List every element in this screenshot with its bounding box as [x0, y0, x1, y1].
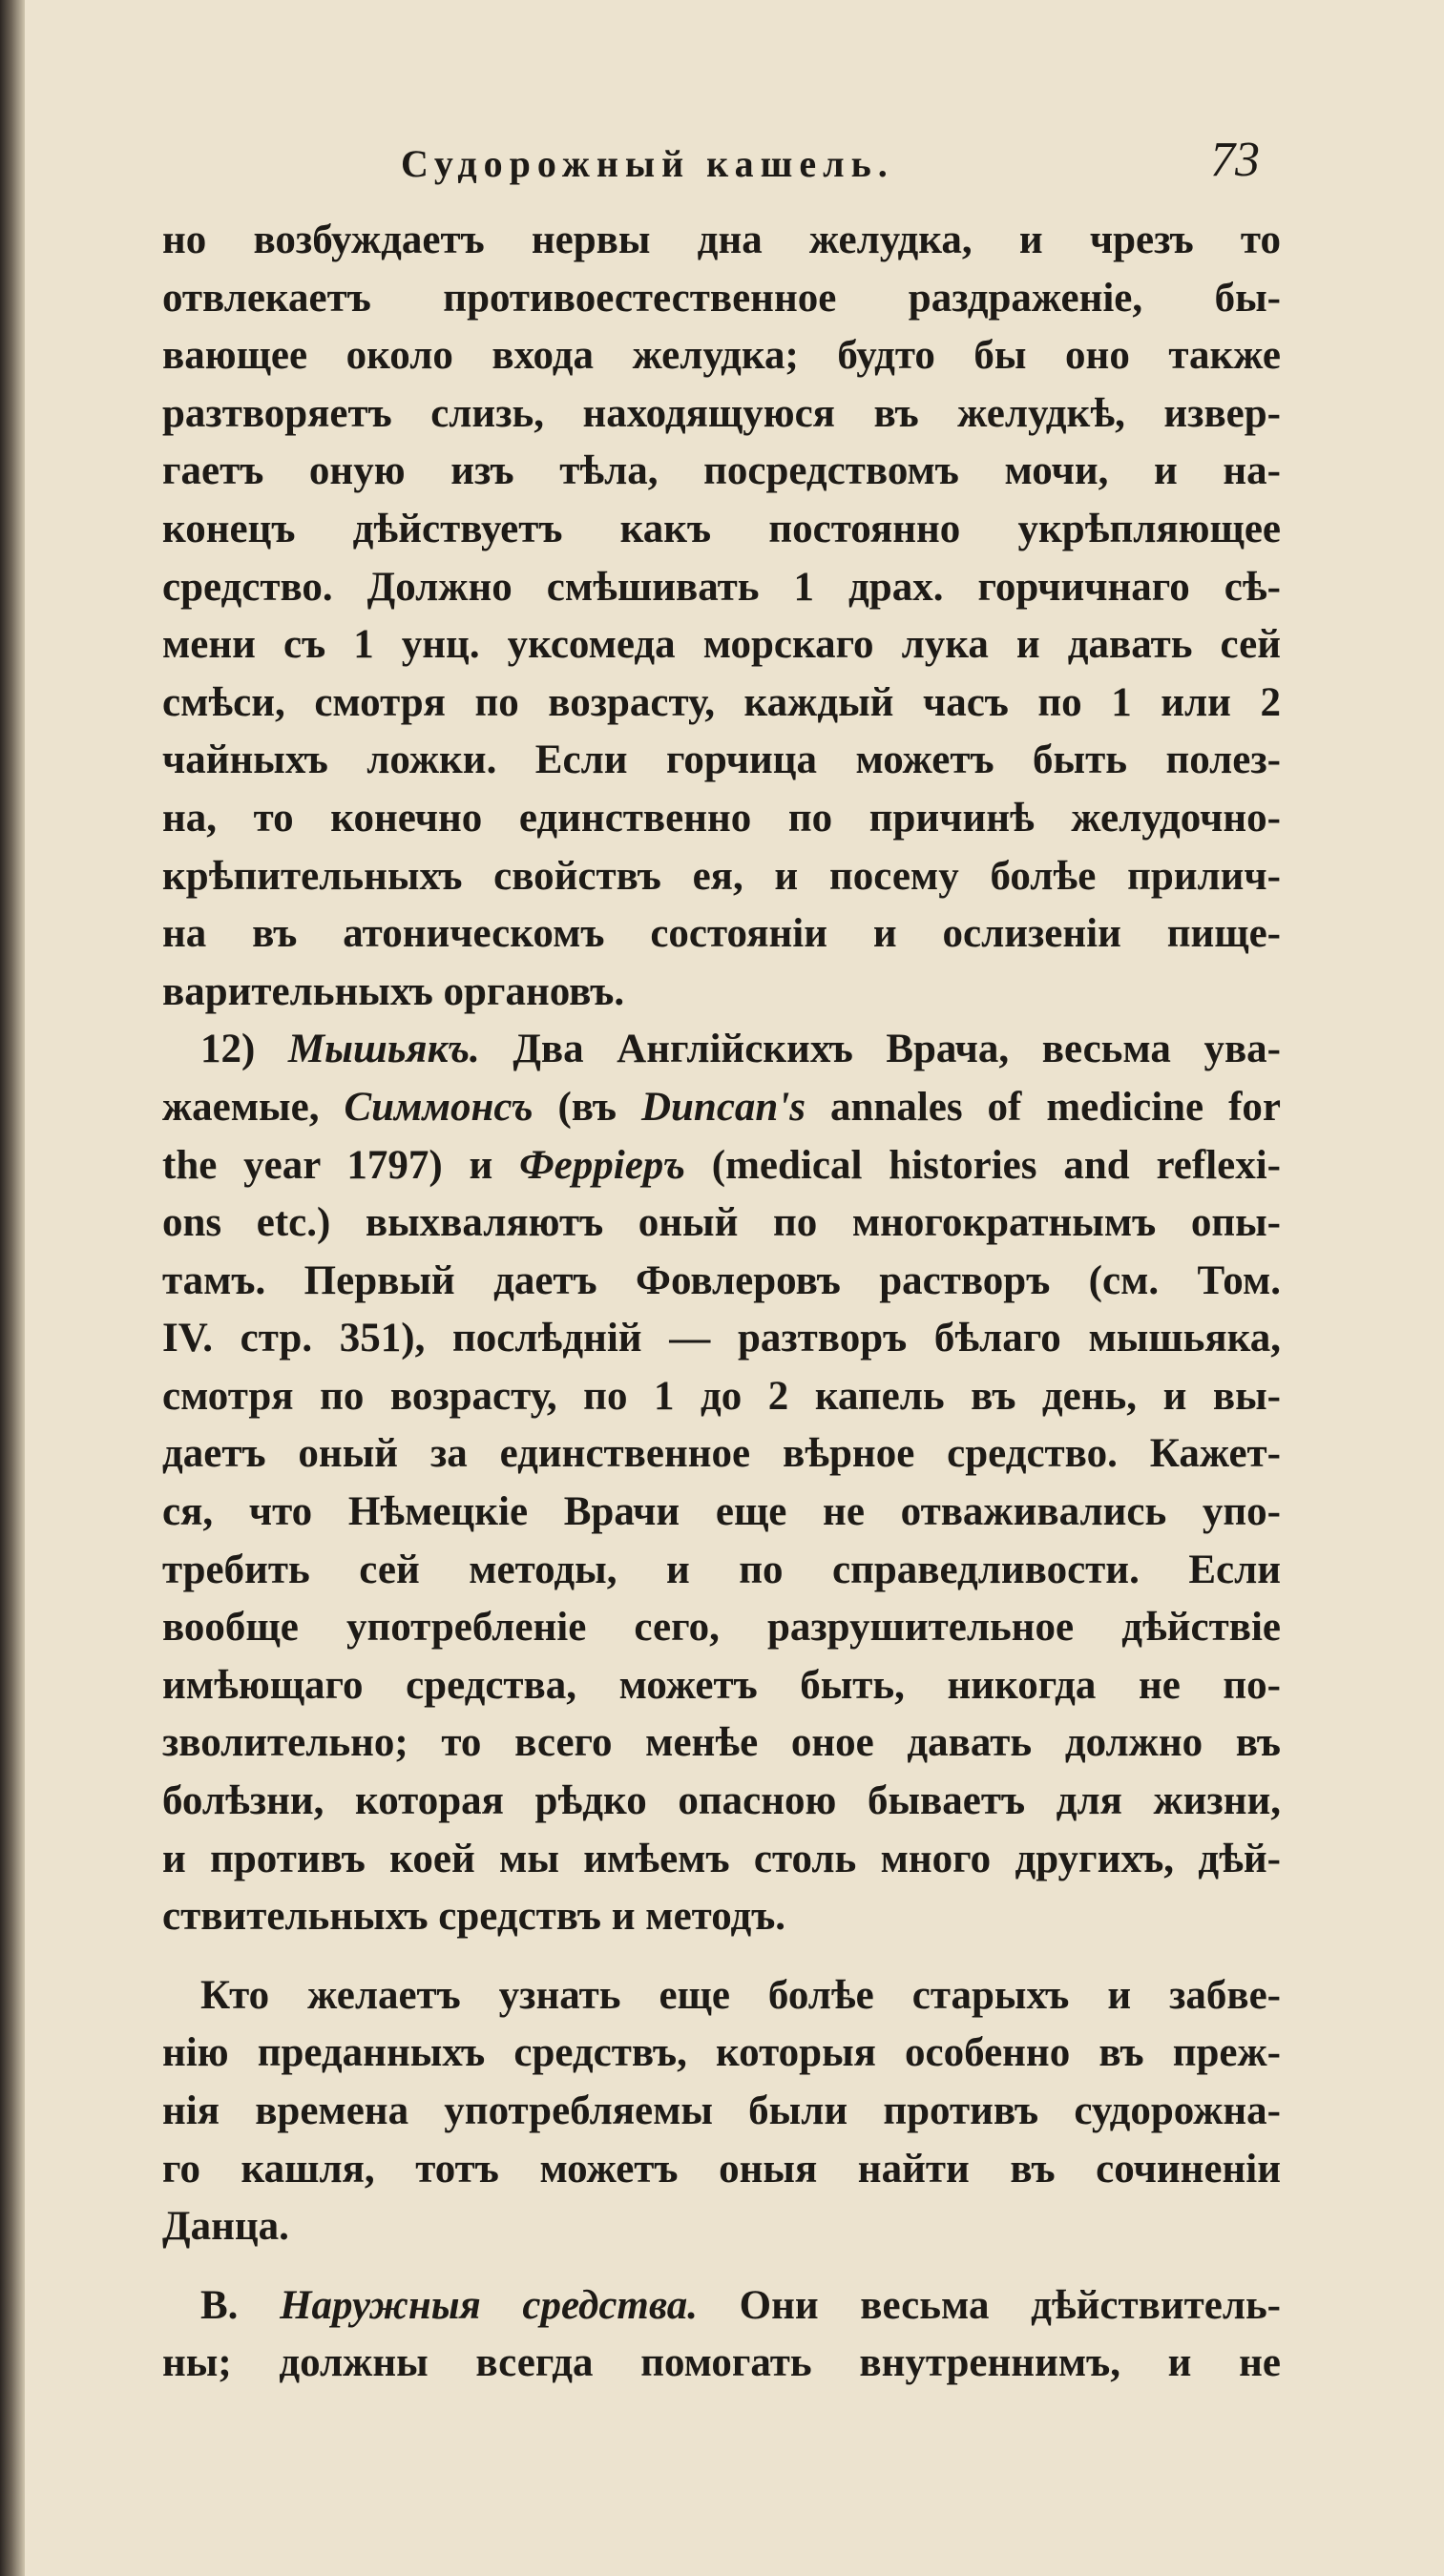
page-text	[162, 212, 1281, 2393]
text-line: ствительныхъ средствъ и методъ.	[162, 1894, 786, 1940]
text-line	[162, 2277, 1281, 2336]
text-line: средство. Должно смѣшивать 1 драх. горчичнаго сѣ-	[162, 564, 1281, 610]
text-line: требить сей методы, и по справедливости. Если	[162, 1547, 1281, 1592]
text-line: вообще употребленіе сего, разрушительное дѣйствіе	[162, 1605, 1281, 1651]
text-line: и противъ коей мы имѣемъ столь много другихъ, дѣй-	[162, 1836, 1281, 1881]
text-line	[162, 1021, 1281, 1079]
text-line: Кто желаетъ узнать еще болѣе старыхъ и забве-	[200, 1972, 1281, 2018]
book-binding-edge	[0, 0, 25, 2576]
text-run: 12)	[200, 1027, 288, 1072]
text-run: Два Англійскихъ Врача, весьма ува-	[479, 1027, 1281, 1072]
text-line: смотря по возрасту, по 1 до 2 капель въ день, и вы-	[162, 1373, 1281, 1419]
text-line: ся, что Нѣмецкіе Врачи еще не отваживались упо-	[162, 1489, 1281, 1535]
paragraph-gap	[162, 1946, 1281, 1967]
text-line: на въ атоническомъ состояніи и ослизеніи пище-	[162, 911, 1281, 957]
page-number: 73	[1210, 133, 1260, 187]
text-line: на, то конечно единственно по причинѣ желудочно-	[162, 795, 1281, 841]
page-header	[0, 132, 1444, 198]
text-run: (въ	[533, 1084, 641, 1130]
running-head: Судорожный кашель.	[401, 142, 894, 185]
italic-term: Симмонсъ	[344, 1084, 534, 1130]
text-line: имѣющаго средства, можетъ быть, никогда не по-	[162, 1662, 1281, 1708]
text-line: разтворяетъ слизь, находящуюся въ желудкѣ, извер-	[162, 390, 1281, 436]
text-line: но возбуждаетъ нервы дна желудка, и чрезъ то	[162, 218, 1281, 262]
text-line: крѣпительныхъ свойствъ ея, и посему болѣе прилич-	[162, 853, 1281, 899]
italic-term: Ферріеръ	[519, 1142, 685, 1188]
text-line: болѣзни, которая рѣдко опасною бываетъ для жизни,	[162, 1778, 1281, 1824]
text-line: отвлекаетъ противоестественное раздраженіе, бы-	[162, 275, 1281, 321]
text-run: the year 1797) и	[162, 1142, 520, 1188]
text-line: IV. стр. 351), послѣдній — разтворъ бѣлаго мышьяка,	[162, 1316, 1281, 1361]
text-line: мени съ 1 унц. уксомеда морскаго лука и давать сей	[162, 622, 1281, 668]
text-line: смѣси, смотря по возрасту, каждый часъ по 1 или 2	[162, 679, 1281, 725]
text-line: чайныхъ ложки. Если горчица можетъ быть полез-	[162, 737, 1281, 783]
text-line: даетъ оный за единственное вѣрное средство. Кажет-	[162, 1431, 1281, 1477]
text-line: Данца.	[162, 2204, 289, 2250]
italic-term: Мышьякъ.	[287, 1027, 480, 1072]
paragraph-gap	[162, 2256, 1281, 2277]
text-run: Они весьма дѣйствитель-	[698, 2282, 1281, 2328]
italic-term: Duncan's	[640, 1084, 806, 1130]
text-line: нія времена употребляемы были противъ судорожна-	[162, 2088, 1281, 2133]
text-run: B.	[200, 2282, 281, 2328]
text-line: тамъ. Первый даетъ Фовлеровъ растворъ (см. Том.	[162, 1257, 1281, 1303]
text-run: annales of medicine for	[806, 1084, 1281, 1130]
text-line: нію преданныхъ средствъ, которыя особенно въ преж-	[162, 2030, 1281, 2076]
text-run: жаемые,	[162, 1084, 345, 1130]
text-run: (medical histories and reflexi-	[684, 1142, 1281, 1188]
text-line: зволительно; то всего менѣе оное давать должно въ	[162, 1720, 1281, 1766]
text-line: ons etc.) выхваляютъ оный по многократнымъ опы-	[162, 1200, 1281, 1246]
text-line	[162, 1137, 1281, 1195]
text-line: вающее около входа желудка; будто бы оно также	[162, 333, 1281, 379]
text-line: гаетъ оную изъ тѣла, посредствомъ мочи, и на-	[162, 448, 1281, 494]
text-line: варительныхъ органовъ.	[162, 968, 625, 1014]
text-line: конецъ дѣйствуетъ какъ постоянно укрѣпляющее	[162, 506, 1281, 551]
text-line: го кашля, тотъ можетъ оныя найти въ сочиненіи	[162, 2146, 1281, 2192]
text-line	[162, 1079, 1281, 1137]
text-line: ны; должны всегда помогать внутреннимъ, и не	[162, 2340, 1281, 2386]
italic-term: Наружныя средства.	[280, 2282, 699, 2328]
